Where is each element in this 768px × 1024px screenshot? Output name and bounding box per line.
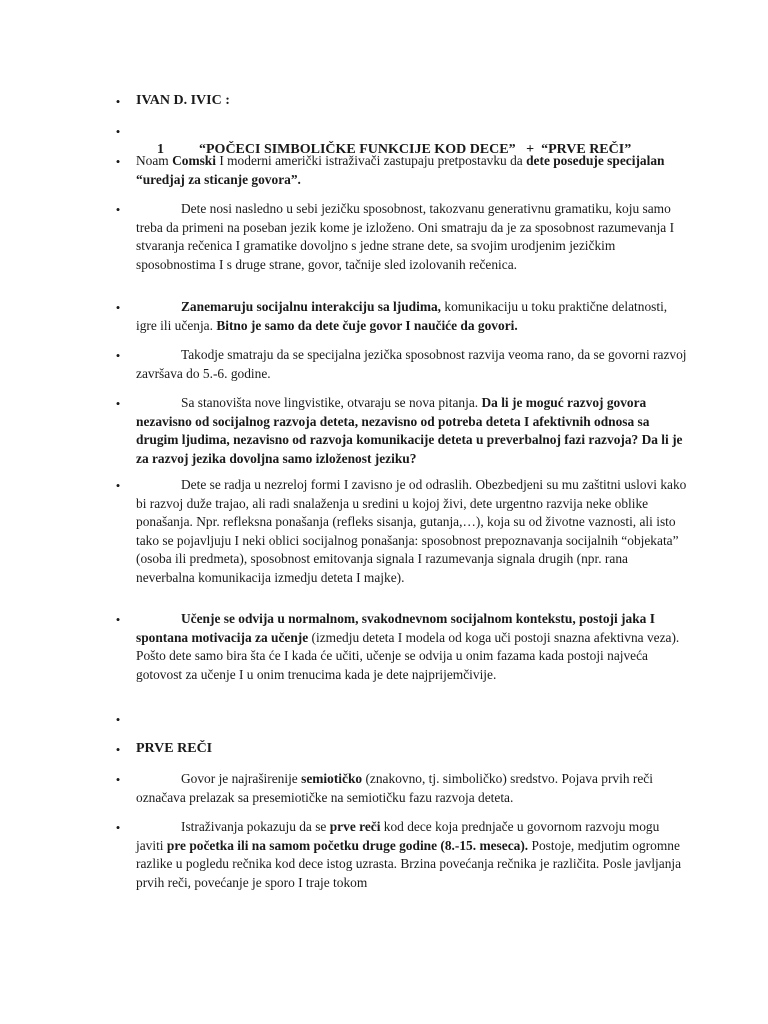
list-item-author [0, 92, 768, 112]
paragraph-text [136, 152, 688, 189]
bullet-icon: • [115, 712, 121, 727]
author-heading [136, 92, 688, 111]
list-item-empty [0, 710, 768, 730]
bullet-icon: • [115, 478, 121, 493]
bullet-icon: • [115, 124, 121, 139]
bullet-icon: • [115, 742, 121, 757]
text-run-bold: prve reči [329, 819, 381, 834]
paragraph-text [136, 298, 688, 335]
paragraph-text [136, 818, 688, 892]
text-run: Sa stanovišta nove lingvistike, otvaraju se nova pitanja. [181, 395, 482, 410]
bullet-icon: • [115, 300, 121, 315]
text-run: Noam [136, 153, 173, 168]
text-run: Govor je najraširenije [181, 771, 302, 786]
paragraph-text [136, 476, 688, 587]
paragraph-text [136, 770, 688, 807]
text-run: Postoje, medjutim ogromne razlike u pogledu rečnika kod dece istog uzrasta. Brzina povećanja rečnika je različita. Posle javljanja prvih reči, povećanje je sporo I traje tokom [136, 837, 682, 890]
text-run: IVAN D. IVIC : [136, 93, 230, 108]
bullet-icon: • [115, 772, 121, 787]
bullet-icon: • [115, 202, 121, 217]
paragraph-text [136, 200, 688, 274]
list-item-title [0, 122, 768, 157]
text-run-bold: pre početka ili na samom početku druge godine (8.-15. meseca). [166, 837, 529, 853]
bullet-icon: • [115, 94, 121, 109]
text-run-bold: Da li je moguć razvoj govora nezavisno od socijalnog razvoja deteta, nezavisno od potreba deteta I afektivnih odnosa sa drugim ljudima, nezavisno od razvoja komunikacije deteta u preverbalnoj fazi razvoja? Da li je za razvoj jezika dovoljna samo izloženost jeziku? [136, 395, 683, 466]
text-run: (izmedju deteta I modela od koga uči postoji snazna afektivna veza). Pošto dete samo bira šta će I kada će učiti, učenje se odvija u onim fazama kada postoji najveća gotovost za učenje I u onim trenucima kada je dete najprijemčivije. [136, 629, 680, 682]
bullet-icon: • [115, 154, 121, 169]
text-run: (znakovno, tj. simboličko) sredstvo. Pojava prvih reči označava prelazak sa presemiotičke na semiotičku fazu razvoja deteta. [136, 771, 653, 805]
text-run-bold: Comski [172, 153, 216, 168]
bullet-icon: • [115, 348, 121, 363]
text-run-bold: Bitno je samo da dete čuje govor I naučiće da govori. [216, 317, 518, 333]
list-item-subheading [0, 740, 768, 760]
text-run: komunikaciju u toku praktične delatnosti, igre ili učenja. [136, 299, 668, 333]
bullet-icon: • [115, 396, 121, 411]
bullet-icon: • [115, 612, 121, 627]
paragraph-text [136, 346, 688, 383]
text-run-bold: Učenje se odvija u normalnom, svakodnevnom socijalnom kontekstu, postoji jaka I spontana motivacija za učenje [136, 611, 655, 645]
text-run-bold: Zanemaruju socijalnu interakciju sa ljudima, [181, 299, 442, 314]
subheading [136, 740, 688, 759]
text-run: Istraživanja pokazuju da se [181, 819, 330, 834]
text-run: Dete se radja u nezreloj formi I zavisno je od odraslih. Obezbedjeni su mu zaštitni uslovi kako bi razvoj duže trajao, ali radi snalaženja u sredini u kojoj živi, dete urgentno razvija neke oblike ponašanja. Npr. refleksna ponašanja (refleks sisanja, gutanja,…), koja su od životne vaznosti, ali isto tako se pojavljuju I neki oblici socijalnog ponašanja: sposobnost prepoznavanja socijalnih “objekata” (osoba ili predmeta), sposobnost emitovanja signala I razumevanja signala drugih (npr. rana neverbalna komunikacija izmedju deteta I majke). [136, 477, 687, 585]
paragraph-text [136, 610, 688, 684]
text-run: Dete nosi nasledno u sebi jezičku sposobnost, takozvanu generativnu gramatiku, koju samo treba da primeni na poseban jezik kome je izloženo. Oni smatraju da je za sposobnost razumevanja I stvaranja rečenica I gramatike dovoljno s jedne strane dete, sa svojim urodjenim jezičkim sposobnostima I s druge strane, govor, tačnije sled izolovanih rečenica. [136, 201, 675, 272]
text-run: I moderni američki istraživači zastupaju pretpostavku da [215, 153, 527, 168]
text-run: 1 “POČECI SIMBOLIČKE FUNKCIJE KOD DECE” + “PRVE REČI” [157, 141, 632, 157]
text-run-bold: semiotičko [301, 771, 363, 786]
text-run-bold: dete poseduje specijalan “uredjaj za sticanje govora”. [136, 153, 665, 187]
bullet-icon: • [115, 820, 121, 835]
text-run: kod dece koja prednjače u govornom razvoju mogu javiti [136, 819, 660, 853]
text-run: PRVE REČI [136, 741, 213, 756]
paragraph-text [136, 394, 688, 468]
text-run: Takodje smatraju da se specijalna jezička sposobnost razvija veoma rano, da se govorni razvoj završava do 5.-6. godine. [136, 347, 687, 381]
